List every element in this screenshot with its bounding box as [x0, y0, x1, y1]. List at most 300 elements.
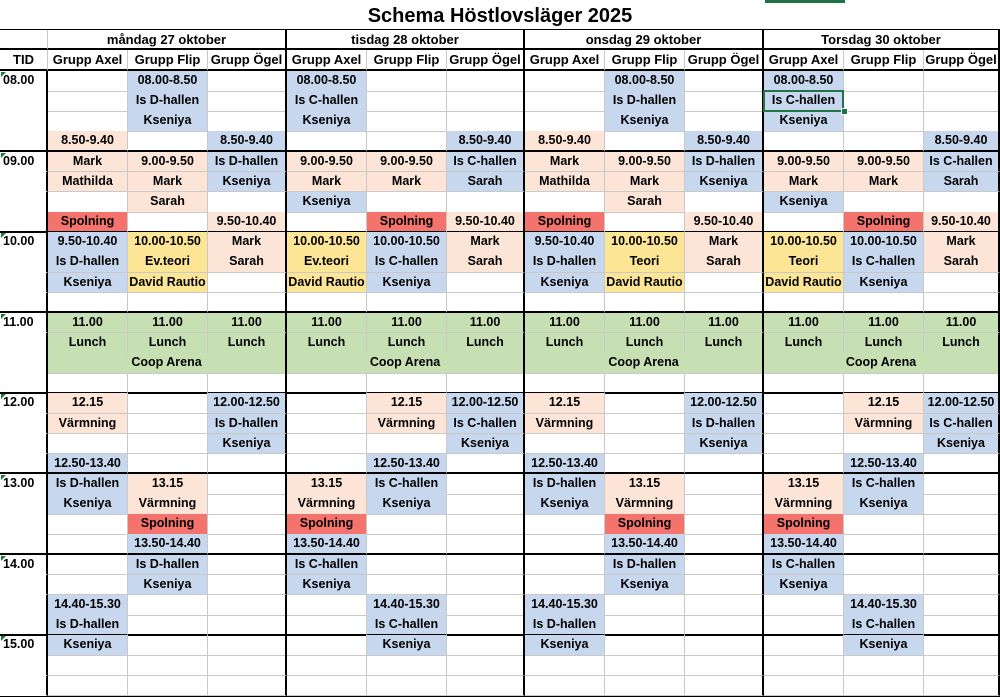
schedule-cell[interactable]	[764, 494, 844, 515]
empty-cell[interactable]	[367, 655, 447, 676]
schedule-cell[interactable]	[525, 252, 605, 273]
schedule-cell[interactable]	[844, 172, 924, 193]
schedule-cell[interactable]	[685, 414, 764, 435]
schedule-cell[interactable]	[367, 454, 447, 475]
schedule-cell[interactable]	[287, 111, 367, 132]
empty-cell[interactable]	[764, 454, 844, 475]
empty-cell[interactable]	[208, 454, 287, 475]
empty-cell[interactable]	[447, 373, 525, 394]
empty-cell[interactable]	[208, 494, 287, 515]
schedule-cell[interactable]	[367, 252, 447, 273]
schedule-cell[interactable]	[367, 273, 447, 294]
schedule-cell[interactable]	[844, 595, 924, 616]
empty-cell[interactable]	[764, 595, 844, 616]
schedule-cell[interactable]	[844, 273, 924, 294]
empty-cell[interactable]	[924, 514, 1000, 535]
corner-cell[interactable]	[0, 30, 48, 50]
empty-cell[interactable]	[844, 534, 924, 555]
empty-cell[interactable]	[924, 474, 1000, 495]
schedule-cell[interactable]	[605, 172, 685, 193]
schedule-cell[interactable]	[128, 111, 208, 132]
schedule-cell[interactable]	[447, 414, 525, 435]
empty-cell[interactable]	[924, 273, 1000, 294]
schedule-cell[interactable]	[525, 212, 605, 233]
empty-cell[interactable]	[208, 514, 287, 535]
time-cell[interactable]	[0, 252, 48, 273]
empty-cell[interactable]	[844, 111, 924, 132]
empty-cell[interactable]	[525, 514, 605, 535]
schedule-cell[interactable]	[685, 232, 764, 253]
schedule-cell[interactable]	[367, 172, 447, 193]
schedule-cell[interactable]	[208, 313, 287, 334]
empty-cell[interactable]	[764, 373, 844, 394]
empty-cell[interactable]	[844, 575, 924, 596]
time-cell[interactable]	[0, 575, 48, 596]
schedule-cell[interactable]	[128, 313, 208, 334]
schedule-cell[interactable]	[208, 232, 287, 253]
schedule-cell[interactable]	[128, 555, 208, 576]
schedule-cell[interactable]	[605, 111, 685, 132]
time-cell[interactable]	[0, 293, 48, 314]
empty-cell[interactable]	[605, 676, 685, 697]
time-cell[interactable]	[0, 595, 48, 616]
empty-cell[interactable]	[287, 635, 367, 656]
schedule-cell[interactable]	[208, 333, 287, 354]
empty-cell[interactable]	[525, 676, 605, 697]
empty-cell[interactable]	[367, 373, 447, 394]
time-label[interactable]: 14.00	[0, 555, 48, 576]
schedule-cell[interactable]	[924, 393, 1000, 414]
schedule-cell[interactable]	[128, 494, 208, 515]
schedule-cell[interactable]	[685, 152, 764, 173]
empty-cell[interactable]	[844, 676, 924, 697]
schedule-cell[interactable]	[924, 212, 1000, 233]
empty-cell[interactable]	[48, 293, 128, 314]
empty-cell[interactable]	[367, 434, 447, 455]
schedule-cell[interactable]	[525, 595, 605, 616]
schedule-cell[interactable]	[605, 575, 685, 596]
time-cell[interactable]	[0, 494, 48, 515]
schedule-cell[interactable]	[287, 192, 367, 213]
schedule-cell[interactable]	[367, 333, 447, 354]
schedule-cell[interactable]	[844, 393, 924, 414]
schedule-cell[interactable]	[287, 534, 367, 555]
empty-cell[interactable]	[367, 71, 447, 92]
schedule-cell[interactable]	[128, 333, 208, 354]
schedule-cell[interactable]	[525, 635, 605, 656]
empty-cell[interactable]	[287, 131, 367, 152]
empty-cell[interactable]	[287, 655, 367, 676]
schedule-cell[interactable]	[287, 474, 367, 495]
empty-cell[interactable]	[924, 71, 1000, 92]
schedule-cell[interactable]	[128, 575, 208, 596]
schedule-cell[interactable]	[844, 615, 924, 636]
schedule-cell[interactable]	[367, 152, 447, 173]
empty-cell[interactable]	[764, 293, 844, 314]
group-header[interactable]: Grupp Axel	[764, 50, 844, 71]
group-header[interactable]: Grupp Axel	[48, 50, 128, 71]
schedule-cell[interactable]	[685, 393, 764, 414]
empty-cell[interactable]	[367, 293, 447, 314]
schedule-cell[interactable]	[605, 91, 685, 112]
schedule-cell[interactable]	[447, 393, 525, 414]
empty-cell[interactable]	[128, 393, 208, 414]
empty-cell[interactable]	[48, 373, 128, 394]
schedule-cell[interactable]	[48, 414, 128, 435]
empty-cell[interactable]	[287, 595, 367, 616]
schedule-cell[interactable]	[48, 152, 128, 173]
empty-cell[interactable]	[764, 434, 844, 455]
empty-cell[interactable]	[924, 111, 1000, 132]
schedule-cell[interactable]	[525, 131, 605, 152]
schedule-cell[interactable]	[367, 615, 447, 636]
group-header[interactable]: Grupp Flip	[605, 50, 685, 71]
empty-cell[interactable]	[764, 655, 844, 676]
empty-cell[interactable]	[844, 192, 924, 213]
schedule-cell[interactable]	[367, 635, 447, 656]
empty-cell[interactable]	[844, 71, 924, 92]
empty-cell[interactable]	[924, 91, 1000, 112]
time-cell[interactable]	[0, 534, 48, 555]
schedule-cell[interactable]	[844, 252, 924, 273]
schedule-cell[interactable]	[605, 273, 685, 294]
venue-cell[interactable]: Coop Arena	[525, 353, 764, 374]
empty-cell[interactable]	[685, 293, 764, 314]
schedule-cell[interactable]	[525, 313, 605, 334]
empty-cell[interactable]	[48, 555, 128, 576]
empty-cell[interactable]	[367, 555, 447, 576]
schedule-cell[interactable]	[208, 172, 287, 193]
schedule-cell[interactable]	[128, 71, 208, 92]
time-label[interactable]: 13.00	[0, 474, 48, 495]
day-header[interactable]: onsdag 29 oktober	[525, 30, 764, 50]
schedule-cell[interactable]	[208, 131, 287, 152]
empty-cell[interactable]	[208, 71, 287, 92]
schedule-cell[interactable]	[525, 273, 605, 294]
time-cell[interactable]	[0, 514, 48, 535]
schedule-cell[interactable]	[48, 212, 128, 233]
empty-cell[interactable]	[128, 595, 208, 616]
empty-cell[interactable]	[605, 434, 685, 455]
day-header[interactable]: tisdag 28 oktober	[287, 30, 525, 50]
group-header[interactable]: Grupp Ögel	[924, 50, 1000, 71]
fill-handle[interactable]	[841, 108, 848, 115]
schedule-cell[interactable]	[128, 192, 208, 213]
group-header[interactable]: Grupp Axel	[287, 50, 367, 71]
empty-cell[interactable]	[128, 655, 208, 676]
empty-cell[interactable]	[287, 414, 367, 435]
empty-cell[interactable]	[447, 534, 525, 555]
time-label[interactable]: 15.00	[0, 635, 48, 656]
empty-cell[interactable]	[447, 71, 525, 92]
empty-cell[interactable]	[924, 676, 1000, 697]
empty-cell[interactable]	[685, 71, 764, 92]
empty-cell[interactable]	[605, 635, 685, 656]
schedule-cell[interactable]	[208, 212, 287, 233]
schedule-cell[interactable]	[525, 474, 605, 495]
schedule-cell[interactable]	[367, 313, 447, 334]
empty-cell[interactable]	[287, 393, 367, 414]
schedule-cell[interactable]	[128, 514, 208, 535]
empty-cell[interactable]	[447, 575, 525, 596]
schedule-cell[interactable]	[287, 494, 367, 515]
time-cell[interactable]	[0, 615, 48, 636]
empty-cell[interactable]	[685, 555, 764, 576]
schedule-cell[interactable]	[287, 252, 367, 273]
empty-cell[interactable]	[48, 111, 128, 132]
empty-cell[interactable]	[287, 293, 367, 314]
empty-cell[interactable]	[525, 373, 605, 394]
schedule-cell[interactable]	[287, 313, 367, 334]
empty-cell[interactable]	[685, 676, 764, 697]
schedule-cell[interactable]	[128, 273, 208, 294]
schedule-cell[interactable]	[128, 152, 208, 173]
empty-cell[interactable]	[685, 595, 764, 616]
time-cell[interactable]	[0, 454, 48, 475]
empty-cell[interactable]	[685, 373, 764, 394]
schedule-cell[interactable]	[924, 232, 1000, 253]
empty-cell[interactable]	[128, 615, 208, 636]
schedule-cell[interactable]	[764, 333, 844, 354]
empty-cell[interactable]	[447, 273, 525, 294]
schedule-cell[interactable]	[447, 172, 525, 193]
schedule-cell[interactable]	[447, 252, 525, 273]
empty-cell[interactable]	[208, 555, 287, 576]
schedule-cell[interactable]	[764, 474, 844, 495]
empty-cell[interactable]	[924, 635, 1000, 656]
empty-cell[interactable]	[367, 192, 447, 213]
schedule-cell[interactable]	[764, 575, 844, 596]
group-header[interactable]: Grupp Ögel	[685, 50, 764, 71]
empty-cell[interactable]	[128, 434, 208, 455]
time-cell[interactable]	[0, 434, 48, 455]
schedule-cell[interactable]	[685, 131, 764, 152]
empty-cell[interactable]	[525, 293, 605, 314]
empty-cell[interactable]	[367, 131, 447, 152]
schedule-cell[interactable]	[48, 232, 128, 253]
empty-cell[interactable]	[924, 575, 1000, 596]
empty-cell[interactable]	[525, 555, 605, 576]
empty-cell[interactable]	[447, 615, 525, 636]
empty-cell[interactable]	[844, 293, 924, 314]
day-header[interactable]: Torsdag 30 oktober	[764, 30, 1000, 50]
schedule-cell[interactable]	[447, 333, 525, 354]
schedule-cell[interactable]	[367, 232, 447, 253]
time-cell[interactable]	[0, 212, 48, 233]
empty-cell[interactable]	[844, 555, 924, 576]
empty-cell[interactable]	[525, 434, 605, 455]
empty-cell[interactable]	[605, 212, 685, 233]
schedule-cell[interactable]	[605, 494, 685, 515]
empty-cell[interactable]	[447, 192, 525, 213]
schedule-cell[interactable]	[764, 313, 844, 334]
empty-cell[interactable]	[447, 555, 525, 576]
time-cell[interactable]	[0, 353, 48, 374]
empty-cell[interactable]	[48, 655, 128, 676]
schedule-cell[interactable]	[208, 414, 287, 435]
empty-cell[interactable]	[605, 615, 685, 636]
empty-cell[interactable]	[447, 635, 525, 656]
schedule-cell[interactable]	[764, 172, 844, 193]
schedule-cell[interactable]	[48, 172, 128, 193]
group-header[interactable]: Grupp Flip	[128, 50, 208, 71]
empty-cell[interactable]	[924, 454, 1000, 475]
empty-cell[interactable]	[844, 655, 924, 676]
empty-cell[interactable]	[287, 615, 367, 636]
schedule-cell[interactable]	[447, 131, 525, 152]
schedule-cell[interactable]	[367, 393, 447, 414]
schedule-cell[interactable]	[287, 232, 367, 253]
empty-cell[interactable]	[924, 534, 1000, 555]
empty-cell[interactable]	[525, 71, 605, 92]
empty-cell[interactable]	[208, 655, 287, 676]
empty-cell[interactable]	[764, 615, 844, 636]
time-cell[interactable]	[0, 655, 48, 676]
schedule-cell[interactable]	[287, 555, 367, 576]
time-cell[interactable]	[0, 414, 48, 435]
schedule-cell[interactable]	[605, 232, 685, 253]
empty-cell[interactable]	[605, 414, 685, 435]
schedule-cell[interactable]	[844, 635, 924, 656]
schedule-cell[interactable]	[48, 131, 128, 152]
schedule-cell[interactable]	[367, 414, 447, 435]
empty-cell[interactable]	[128, 635, 208, 656]
schedule-cell[interactable]	[605, 152, 685, 173]
empty-cell[interactable]	[844, 373, 924, 394]
schedule-cell[interactable]	[605, 313, 685, 334]
empty-cell[interactable]	[48, 91, 128, 112]
schedule-cell[interactable]	[48, 273, 128, 294]
schedule-cell[interactable]	[844, 454, 924, 475]
empty-cell[interactable]	[764, 393, 844, 414]
schedule-cell[interactable]	[844, 333, 924, 354]
empty-cell[interactable]	[208, 534, 287, 555]
schedule-cell[interactable]	[128, 534, 208, 555]
empty-cell[interactable]	[525, 91, 605, 112]
empty-cell[interactable]	[367, 575, 447, 596]
time-cell[interactable]	[0, 373, 48, 394]
empty-cell[interactable]	[924, 373, 1000, 394]
empty-cell[interactable]	[128, 676, 208, 697]
empty-cell[interactable]	[685, 615, 764, 636]
empty-cell[interactable]	[685, 91, 764, 112]
schedule-cell[interactable]	[48, 313, 128, 334]
group-header[interactable]: Grupp Ögel	[208, 50, 287, 71]
empty-cell[interactable]	[367, 676, 447, 697]
schedule-cell[interactable]	[605, 534, 685, 555]
time-cell[interactable]	[0, 172, 48, 193]
empty-cell[interactable]	[447, 91, 525, 112]
empty-cell[interactable]	[685, 575, 764, 596]
schedule-cell[interactable]	[764, 111, 844, 132]
empty-cell[interactable]	[48, 575, 128, 596]
schedule-cell[interactable]	[48, 454, 128, 475]
empty-cell[interactable]	[764, 635, 844, 656]
schedule-cell[interactable]	[764, 192, 844, 213]
group-header[interactable]: Grupp Axel	[525, 50, 605, 71]
schedule-cell[interactable]	[287, 71, 367, 92]
empty-cell[interactable]	[208, 111, 287, 132]
time-cell[interactable]	[0, 273, 48, 294]
empty-cell[interactable]	[605, 595, 685, 616]
empty-cell[interactable]	[605, 373, 685, 394]
schedule-cell[interactable]	[685, 172, 764, 193]
schedule-cell[interactable]	[367, 474, 447, 495]
empty-cell[interactable]	[525, 575, 605, 596]
schedule-cell[interactable]	[128, 232, 208, 253]
empty-cell[interactable]	[844, 91, 924, 112]
empty-cell[interactable]	[367, 91, 447, 112]
empty-cell[interactable]	[605, 393, 685, 414]
schedule-cell[interactable]	[128, 252, 208, 273]
empty-cell[interactable]	[287, 454, 367, 475]
empty-cell[interactable]	[447, 676, 525, 697]
schedule-cell[interactable]	[447, 313, 525, 334]
schedule-cell[interactable]	[685, 212, 764, 233]
schedule-cell[interactable]	[287, 333, 367, 354]
schedule-cell[interactable]	[48, 333, 128, 354]
schedule-cell[interactable]	[764, 273, 844, 294]
schedule-cell[interactable]	[48, 635, 128, 656]
empty-cell[interactable]	[48, 676, 128, 697]
empty-cell[interactable]	[208, 293, 287, 314]
schedule-cell[interactable]	[447, 152, 525, 173]
schedule-cell[interactable]	[447, 434, 525, 455]
empty-cell[interactable]	[447, 454, 525, 475]
schedule-cell[interactable]	[447, 232, 525, 253]
schedule-cell[interactable]	[525, 333, 605, 354]
empty-cell[interactable]	[525, 655, 605, 676]
empty-cell[interactable]	[924, 192, 1000, 213]
schedule-cell[interactable]	[48, 595, 128, 616]
schedule-cell[interactable]	[367, 595, 447, 616]
empty-cell[interactable]	[208, 615, 287, 636]
schedule-cell[interactable]	[844, 313, 924, 334]
schedule-cell[interactable]	[605, 555, 685, 576]
empty-cell[interactable]	[48, 534, 128, 555]
venue-cell[interactable]: Coop Arena	[287, 353, 525, 374]
schedule-cell[interactable]	[208, 393, 287, 414]
empty-cell[interactable]	[924, 293, 1000, 314]
time-cell[interactable]	[0, 192, 48, 213]
empty-cell[interactable]	[287, 373, 367, 394]
schedule-cell[interactable]	[924, 414, 1000, 435]
empty-cell[interactable]	[447, 514, 525, 535]
time-label[interactable]: 11.00	[0, 313, 48, 334]
venue-cell[interactable]: Coop Arena	[764, 353, 1000, 374]
empty-cell[interactable]	[605, 655, 685, 676]
schedule-cell[interactable]	[844, 212, 924, 233]
schedule-cell[interactable]	[48, 252, 128, 273]
empty-cell[interactable]	[685, 273, 764, 294]
schedule-cell[interactable]	[844, 414, 924, 435]
time-cell[interactable]	[0, 111, 48, 132]
empty-cell[interactable]	[208, 595, 287, 616]
empty-cell[interactable]	[447, 655, 525, 676]
empty-cell[interactable]	[287, 212, 367, 233]
empty-cell[interactable]	[367, 514, 447, 535]
schedule-cell[interactable]	[128, 474, 208, 495]
empty-cell[interactable]	[924, 494, 1000, 515]
empty-cell[interactable]	[447, 595, 525, 616]
schedule-cell[interactable]	[605, 71, 685, 92]
empty-cell[interactable]	[48, 192, 128, 213]
empty-cell[interactable]	[208, 635, 287, 656]
schedule-cell[interactable]	[924, 172, 1000, 193]
time-label[interactable]: 08.00	[0, 71, 48, 92]
schedule-cell[interactable]	[525, 232, 605, 253]
empty-cell[interactable]	[525, 192, 605, 213]
